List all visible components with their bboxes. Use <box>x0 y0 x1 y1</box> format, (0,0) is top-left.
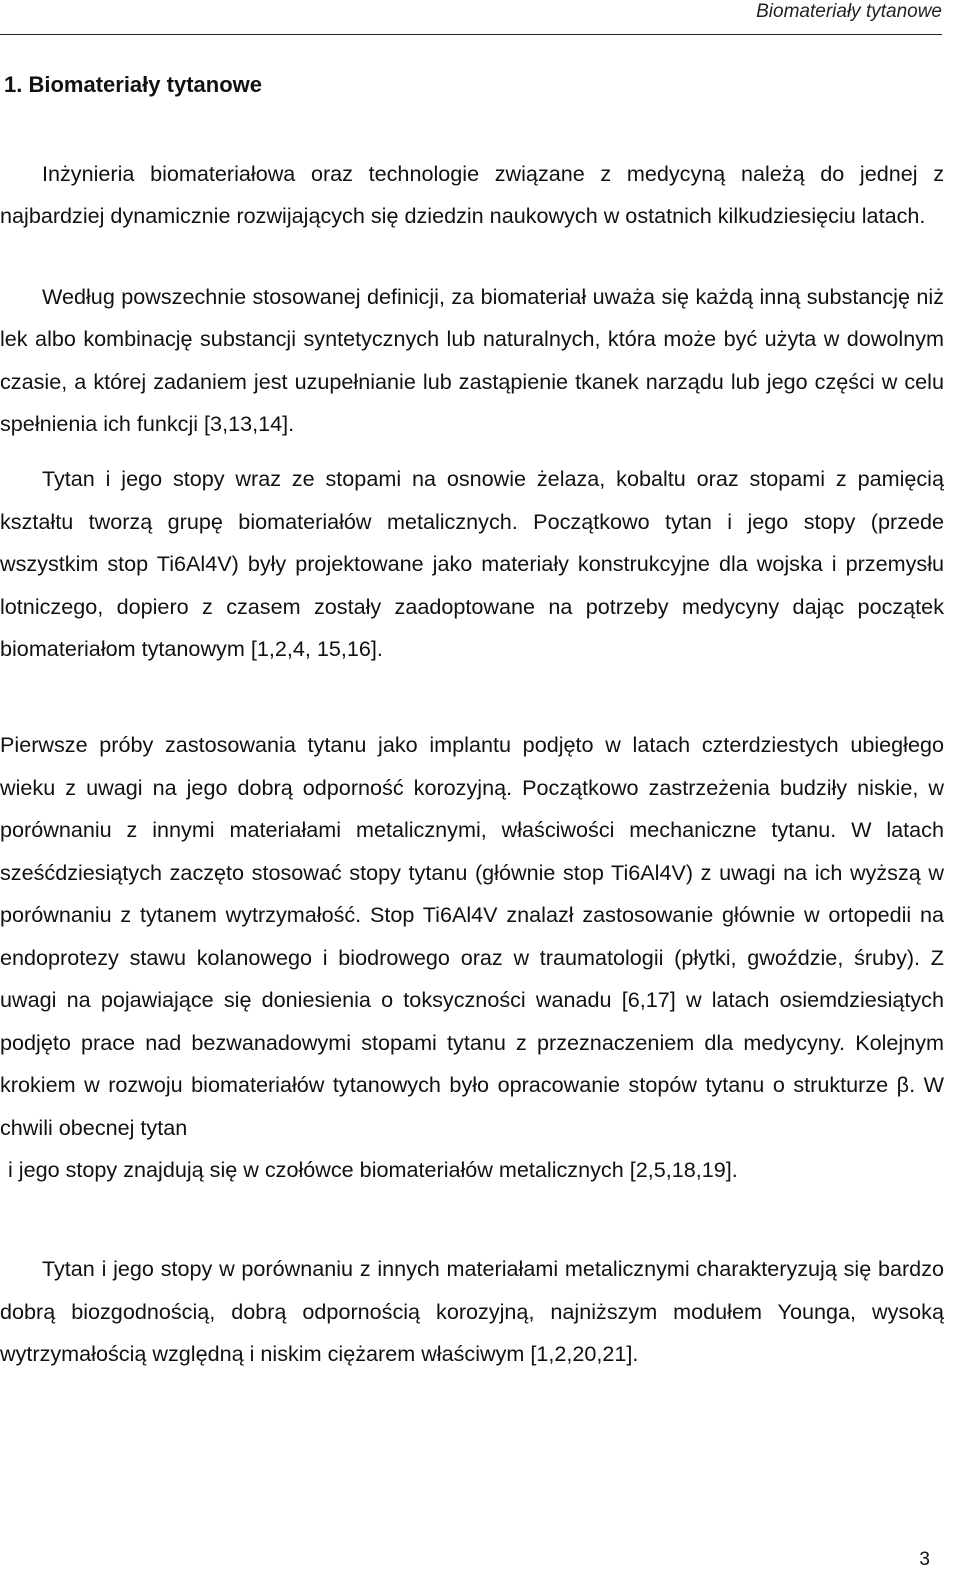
paragraph-history-last-line: i jego stopy znajdują się w czołówce biomateriałów metalicznych [2,5,18,19]. <box>8 1157 738 1182</box>
paragraph-metallic-biomaterials: Tytan i jego stopy wraz ze stopami na osnowie żelaza, kobaltu oraz stopami z pamięcią kształtu tworzą grupę biomateriałów metalicznych. Początkowo tytan i jego stopy (przede wszystkim stop Ti6Al4V) były projektowane jako materiały konstrukcyjne dla wojska i przemysłu lotniczego, dopiero z czasem zostały zaadoptowane na potrzeby medycyny dając początek biomateriałom tytanowym [1,2,4, 15,16]. <box>0 466 944 662</box>
running-header-title: Biomateriały tytanowe <box>756 1 942 22</box>
paragraph-definition: Według powszechnie stosowanej definicji, za biomateriał uważa się każdą inną substancję niż lek albo kombinację substancji syntetycznych lub naturalnych, która może być użyta w dowolnym czasie, a której zadaniem jest uzupełnianie lub zastąpienie tkanek narządu lub jego części w celu spełnienia ich funkcji [3,13,14]. <box>0 284 944 436</box>
paragraph-intro: Inżynieria biomateriałowa oraz technologie związane z medycyną należą do jednej z najbardziej dynamicznie rozwijających się dziedzin naukowych w ostatnich kilkudziesięciu latach. <box>0 161 944 228</box>
running-header <box>0 0 942 35</box>
page-number: 3 <box>919 1549 930 1570</box>
paragraph-history <box>0 724 944 1192</box>
section-title: 1. Biomateriały tytanowe <box>4 72 262 97</box>
paragraph-history-main: Pierwsze próby zastosowania tytanu jako implantu podjęto w latach czterdziestych ubiegłego wieku z uwagi na jego dobrą odporność korozyjną. Początkowo zastrzeżenia budziły niskie, w porównaniu z innymi materiałami metalicznymi, właściwości mechaniczne tytanu. W latach sześćdziesiątych zaczęto stosować stopy tytanu (głównie stop Ti6Al4V) z uwagi na ich wyższą w porównaniu z tytanem wytrzymałość. Stop Ti6Al4V znalazł zastosowanie głównie w ortopedii na endoprotezy stawu kolanowego i biodrowego oraz w traumatologii (płytki, gwoździe, śruby). Z uwagi na pojawiające się doniesienia o toksyczności wanadu [6,17] w latach osiemdziesiątych podjęto prace nad bezwanadowymi stopami tytanu z przeznaczeniem dla medycyny. Kolejnym krokiem w rozwoju biomateriałów tytanowych było opracowanie stopów tytanu o strukturze β. W chwili obecnej tytan <box>0 732 944 1140</box>
paragraph-properties: Tytan i jego stopy w porównaniu z innych materiałami metalicznymi charakteryzują się bardzo dobrą biozgodnością, dobrą odpornością korozyjną, najniższym modułem Younga, wysoką wytrzymałością względną i niskim ciężarem właściwym [1,2,20,21]. <box>0 1256 944 1366</box>
